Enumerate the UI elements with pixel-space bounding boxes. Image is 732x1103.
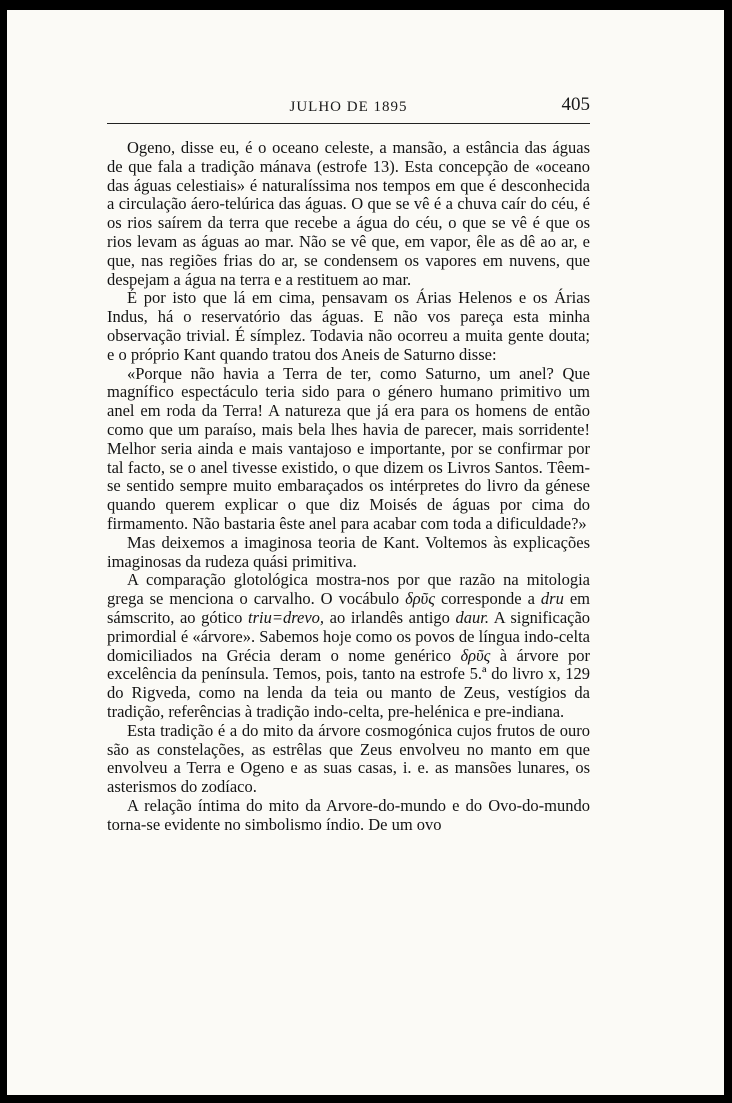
paragraph-arias: É por isto que lá em cima, pensavam os Árias Helenos e os Árias Indus, há o reservatório das águas. E não vos pareça esta minha observação trivial. É símplez. Todavia não ocorreu a muita gente douta; e o próprio Kant quando tratou dos Aneis de Saturno disse: bbox=[107, 288, 590, 364]
oak-text-b: corresponde a bbox=[440, 589, 535, 609]
oak-text-e: A significação primordial é «árvore». Sabemos hoje como os povos de língua indo-celta domiciliados na Grécia deram o nome genérico bbox=[107, 607, 591, 665]
greek-word-drys-2: δρῦς bbox=[460, 645, 491, 665]
book-page bbox=[7, 10, 724, 1095]
paragraph-world-tree: A relação íntima do mito da Arvore-do-mundo e do Ovo-do-mundo torna-se evidente no simbolismo índio. De um ovo bbox=[107, 795, 590, 834]
greek-word-drys: δρῦς bbox=[405, 589, 435, 609]
oak-text-a: A comparação glotológica mostra-nos por que razão na mitologia grega se menciona o carvalho. O vocábulo bbox=[107, 570, 590, 609]
word-dru: dru bbox=[540, 589, 564, 609]
page-number: 405 bbox=[561, 94, 590, 115]
page-header bbox=[107, 93, 590, 124]
oak-text-f: à árvore por excelência da península. Temos, pois, tanto na estrofe 5.ª do livro x, 129 do Rigveda, como na lenda da teia ou manto de Zeus, vestígios da tradição, referências à tradição indo-celta, pre-helénica e pre-indiana. bbox=[107, 645, 591, 721]
body-text bbox=[107, 139, 590, 834]
paragraph-kant-theory: Mas deixemos a imaginosa teoria de Kant. Voltemos às explicações imaginosas da rudeza quási primitiva. bbox=[107, 532, 590, 571]
word-daur: daur. bbox=[455, 607, 490, 627]
oak-text-d: ao irlandês antigo bbox=[329, 607, 450, 627]
kant-quote: «Porque não havia a Terra de ter, como Saturno, um anel? Que magnífico espectáculo teria sido para o género humano primitivo um anel em roda da Terra! A natureza que já era para os homens de então como que um paraíso, mais bela lhes havia de parecer, mais sorridente! Melhor seria ainda e mais vantajoso e importante, por se confirmar por tal facto, se o anel tivesse existido, o que dizem os Livros Santos. Têem-se sentido sempre muito embaraçados os intérpretes do livro da génese quando querem explicar o que diz Moisés de águas por cima do firmamento. Não bastaria êste anel para acabar com toda a dificuldade?» bbox=[107, 363, 590, 533]
paragraph-tradition: Esta tradição é a do mito da árvore cosmogónica cujos frutos de ouro são as constelações, as estrêlas que Zeus envolveu no manto em que envolveu a Terra e Ogeno e as suas casas, i. e. as mansões lunares, os asterismos do zodíaco. bbox=[107, 720, 590, 797]
oak-text-c: em sámscrito, ao gótico bbox=[107, 589, 590, 627]
paragraph-ogeno: Ogeno, disse eu, é o oceano celeste, a mansão, a estância das águas de que fala a tradição mánava (estrofe 13). Esta concepção de «oceano das águas celestiais» é naturalíssima nos tempos em que é desconhecida a circulação áero-telúrica das águas. O que se vê é a chuva caír do céu, é os rios saírem da terra que recebe a água do céu, o que se vê é que os rios levam as águas ao mar. Não se vê que, em vapor, êle as dê ao ar, e que, nas regiões frias do ar, se condensem os vapores em nuvens, que despejam a água na terra e a restituem ao mar. bbox=[107, 138, 590, 289]
running-title: JULHO DE 1895 bbox=[289, 99, 408, 115]
paragraph-oak bbox=[107, 571, 590, 721]
word-triu: triu=drevo, bbox=[248, 607, 325, 627]
